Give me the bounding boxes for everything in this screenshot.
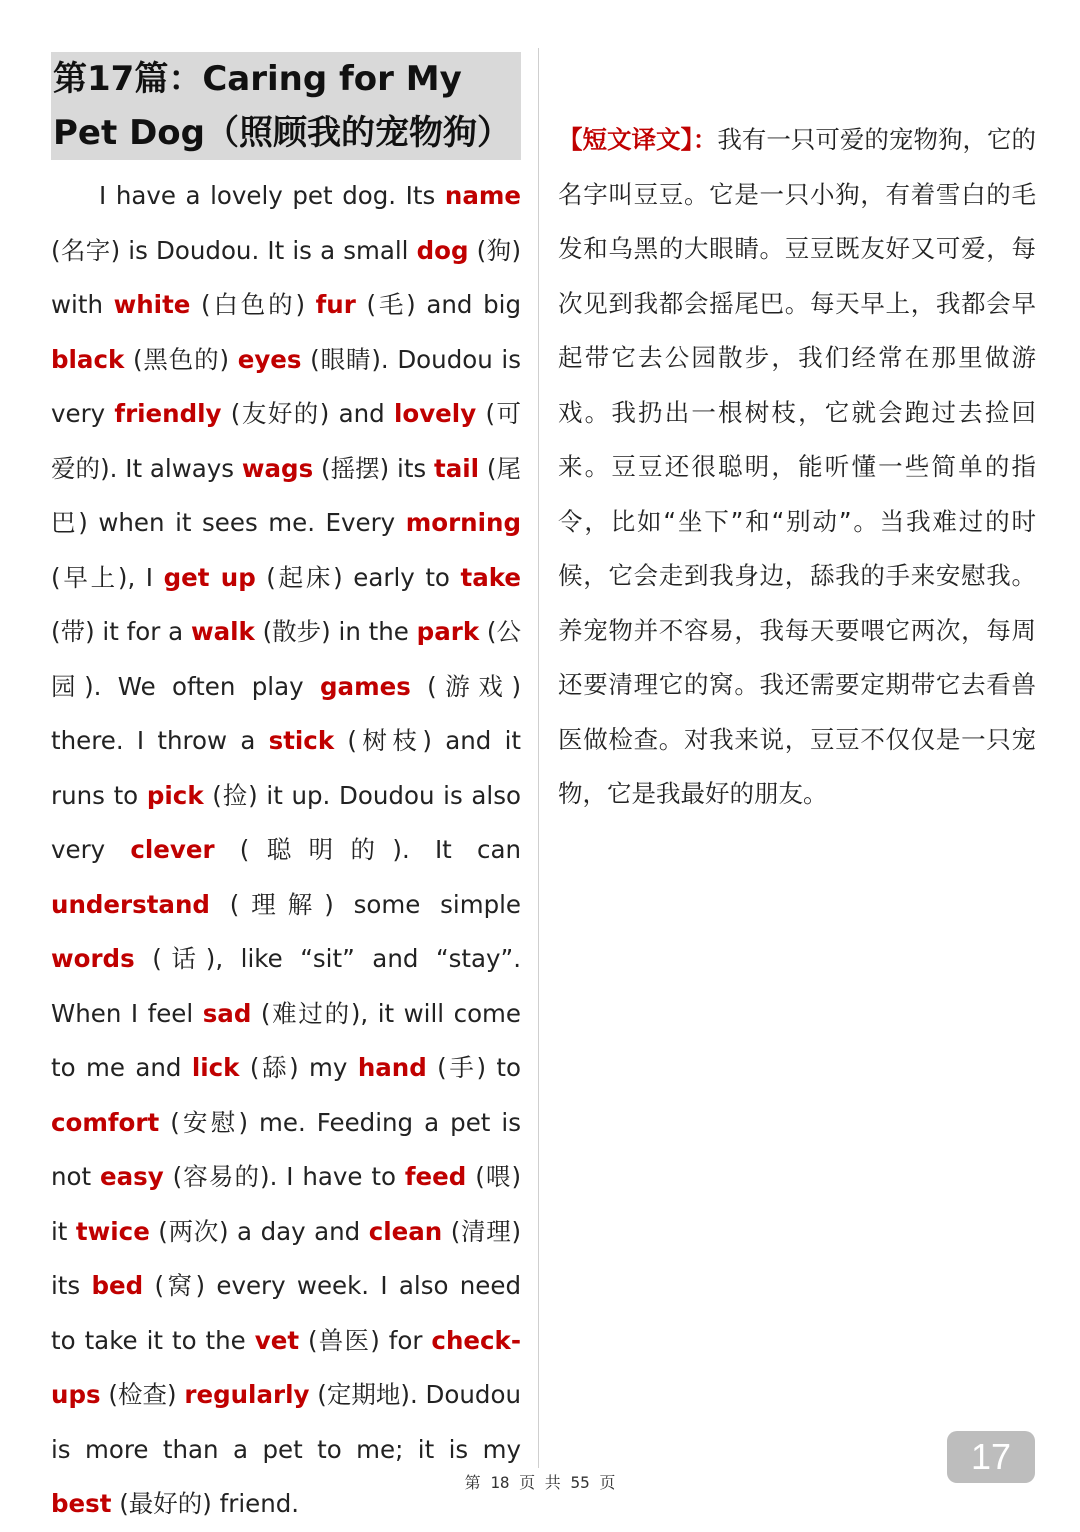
keyword: black [51,344,125,374]
keyword: check-ups [51,1325,521,1409]
article-text-run: (难过的), it will come to me and [51,998,521,1082]
keyword: dog [416,235,469,265]
keyword: get up [163,562,256,592]
article-text-run: (清理) its [51,1216,522,1300]
keyword: friendly [114,399,222,428]
article-text-run: (摇摆) its [313,453,435,483]
article-body [51,169,521,1532]
keyword: easy [100,1162,164,1191]
keyword: eyes [237,344,302,374]
article-text-run: (捡) it up. Doudou is also very [51,780,521,864]
article-text-run: (眼睛). Doudou is very [51,344,521,428]
keyword: pick [146,780,204,810]
article-title: 第17篇：Caring for My Pet Dog（照顾我的宠物狗） [51,52,521,160]
article-text-run: (散步) in the [254,617,417,646]
keyword: clean [368,1216,443,1246]
keyword: regularly [184,1380,310,1409]
article-text-run: (毛) and big [355,290,521,319]
keyword: understand [51,889,210,919]
article-text-run: (喂) it [51,1162,522,1246]
keyword: bed [91,1271,144,1300]
keyword: tail [434,453,480,483]
keyword: park [416,617,480,646]
keyword: lick [191,1053,240,1082]
translation-column [558,113,1036,822]
keyword: feed [404,1162,467,1191]
translation-text: 我有一只可爱的宠物狗，它的名字叫豆豆。它是一只小狗，有着雪白的毛发和乌黑的大眼睛。豆豆既友好又可爱，每次见到我都会摇尾巴。每天早上，我都会早起带它去公园散步，我们经常在那里做游戏。我扔出一根树枝，它就会跑过去捡回来。豆豆还很聪明，能听懂一些简单的指令，比如“坐下”和“别动”。当我难过的时候，它会走到我身边，舔我的手来安慰我。养宠物并不容易，我每天要喂它两次，每周还要清理它的窝。我还需要定期带它去看兽医做检查。对我来说，豆豆不仅仅是一只宠物，它是我最好的朋友。 [558,125,1037,808]
article-text-run: (公园). We often play [51,617,521,701]
article-text-run: (话), like “sit” and “stay”. When I feel [51,944,521,1028]
article-text-run: (名字) is Doudou. It is a small [51,235,417,265]
article-text-run: (舔) my [239,1053,358,1082]
article-text-run: I have a lovely pet dog. Its [99,181,445,210]
column-divider [538,48,539,1468]
article-text-run: (容易的). I have to [163,1162,405,1191]
article-text-run: (带) it for a [51,617,191,646]
keyword: walk [190,617,255,646]
article-text-run: (黑色的) [124,344,238,374]
keyword: best [51,1489,112,1518]
article-text-run: (聪明的). It can [214,835,521,864]
article-text-run: (白色的) [190,290,316,319]
keyword: games [320,671,411,701]
article-text-run: (狗) with [51,235,522,319]
article-text-run: (友好的) and [221,399,394,428]
article-text-run: (安慰) me. Feeding a pet is not [51,1107,521,1191]
article-text-run: (手) to [426,1053,521,1082]
page-number-badge: 17 [947,1431,1035,1483]
keyword: morning [405,508,521,537]
keyword: white [113,290,191,319]
keyword: twice [75,1216,150,1246]
article-text-run: (尾巴) when it sees me. Every [51,453,521,537]
article-text-run: (窝) every week. I also need to take it to the [51,1271,522,1355]
keyword: take [460,562,521,592]
keyword: fur [315,290,356,319]
keyword: comfort [51,1107,160,1137]
article-text-run: (早上), I [51,562,164,592]
page-footer: 第 18 页 共 55 页 [464,1473,616,1492]
article-text-run: (游戏) there. I throw a [51,671,522,755]
article-text-run: (起床) early to [255,562,461,592]
keyword: hand [357,1053,427,1082]
article-text-run: (最好的) friend. [111,1489,300,1518]
article-text-run: (检查) [100,1380,185,1409]
article-text-run: (定期地). Doudou is more than a pet to me; it is my [51,1380,521,1464]
article-text-run: (两次) a day and [149,1216,369,1246]
keyword: vet [254,1325,300,1355]
keyword: stick [268,726,335,755]
article-text-run: (可爱的). It always [51,399,521,483]
translation-heading: 【短文译文】： [558,125,718,154]
keyword: name [444,181,521,210]
translation-body [558,113,1036,822]
article-text-run: (理解) some simple [209,889,521,919]
article-text-run: (树枝) and it runs to [51,726,521,810]
english-column [51,52,521,1532]
keyword: wags [241,453,314,483]
keyword: lovely [393,399,477,428]
article-text-run: (兽医) for [299,1325,432,1355]
keyword: clever [130,835,215,864]
keyword: sad [202,998,252,1028]
keyword: words [51,944,135,973]
